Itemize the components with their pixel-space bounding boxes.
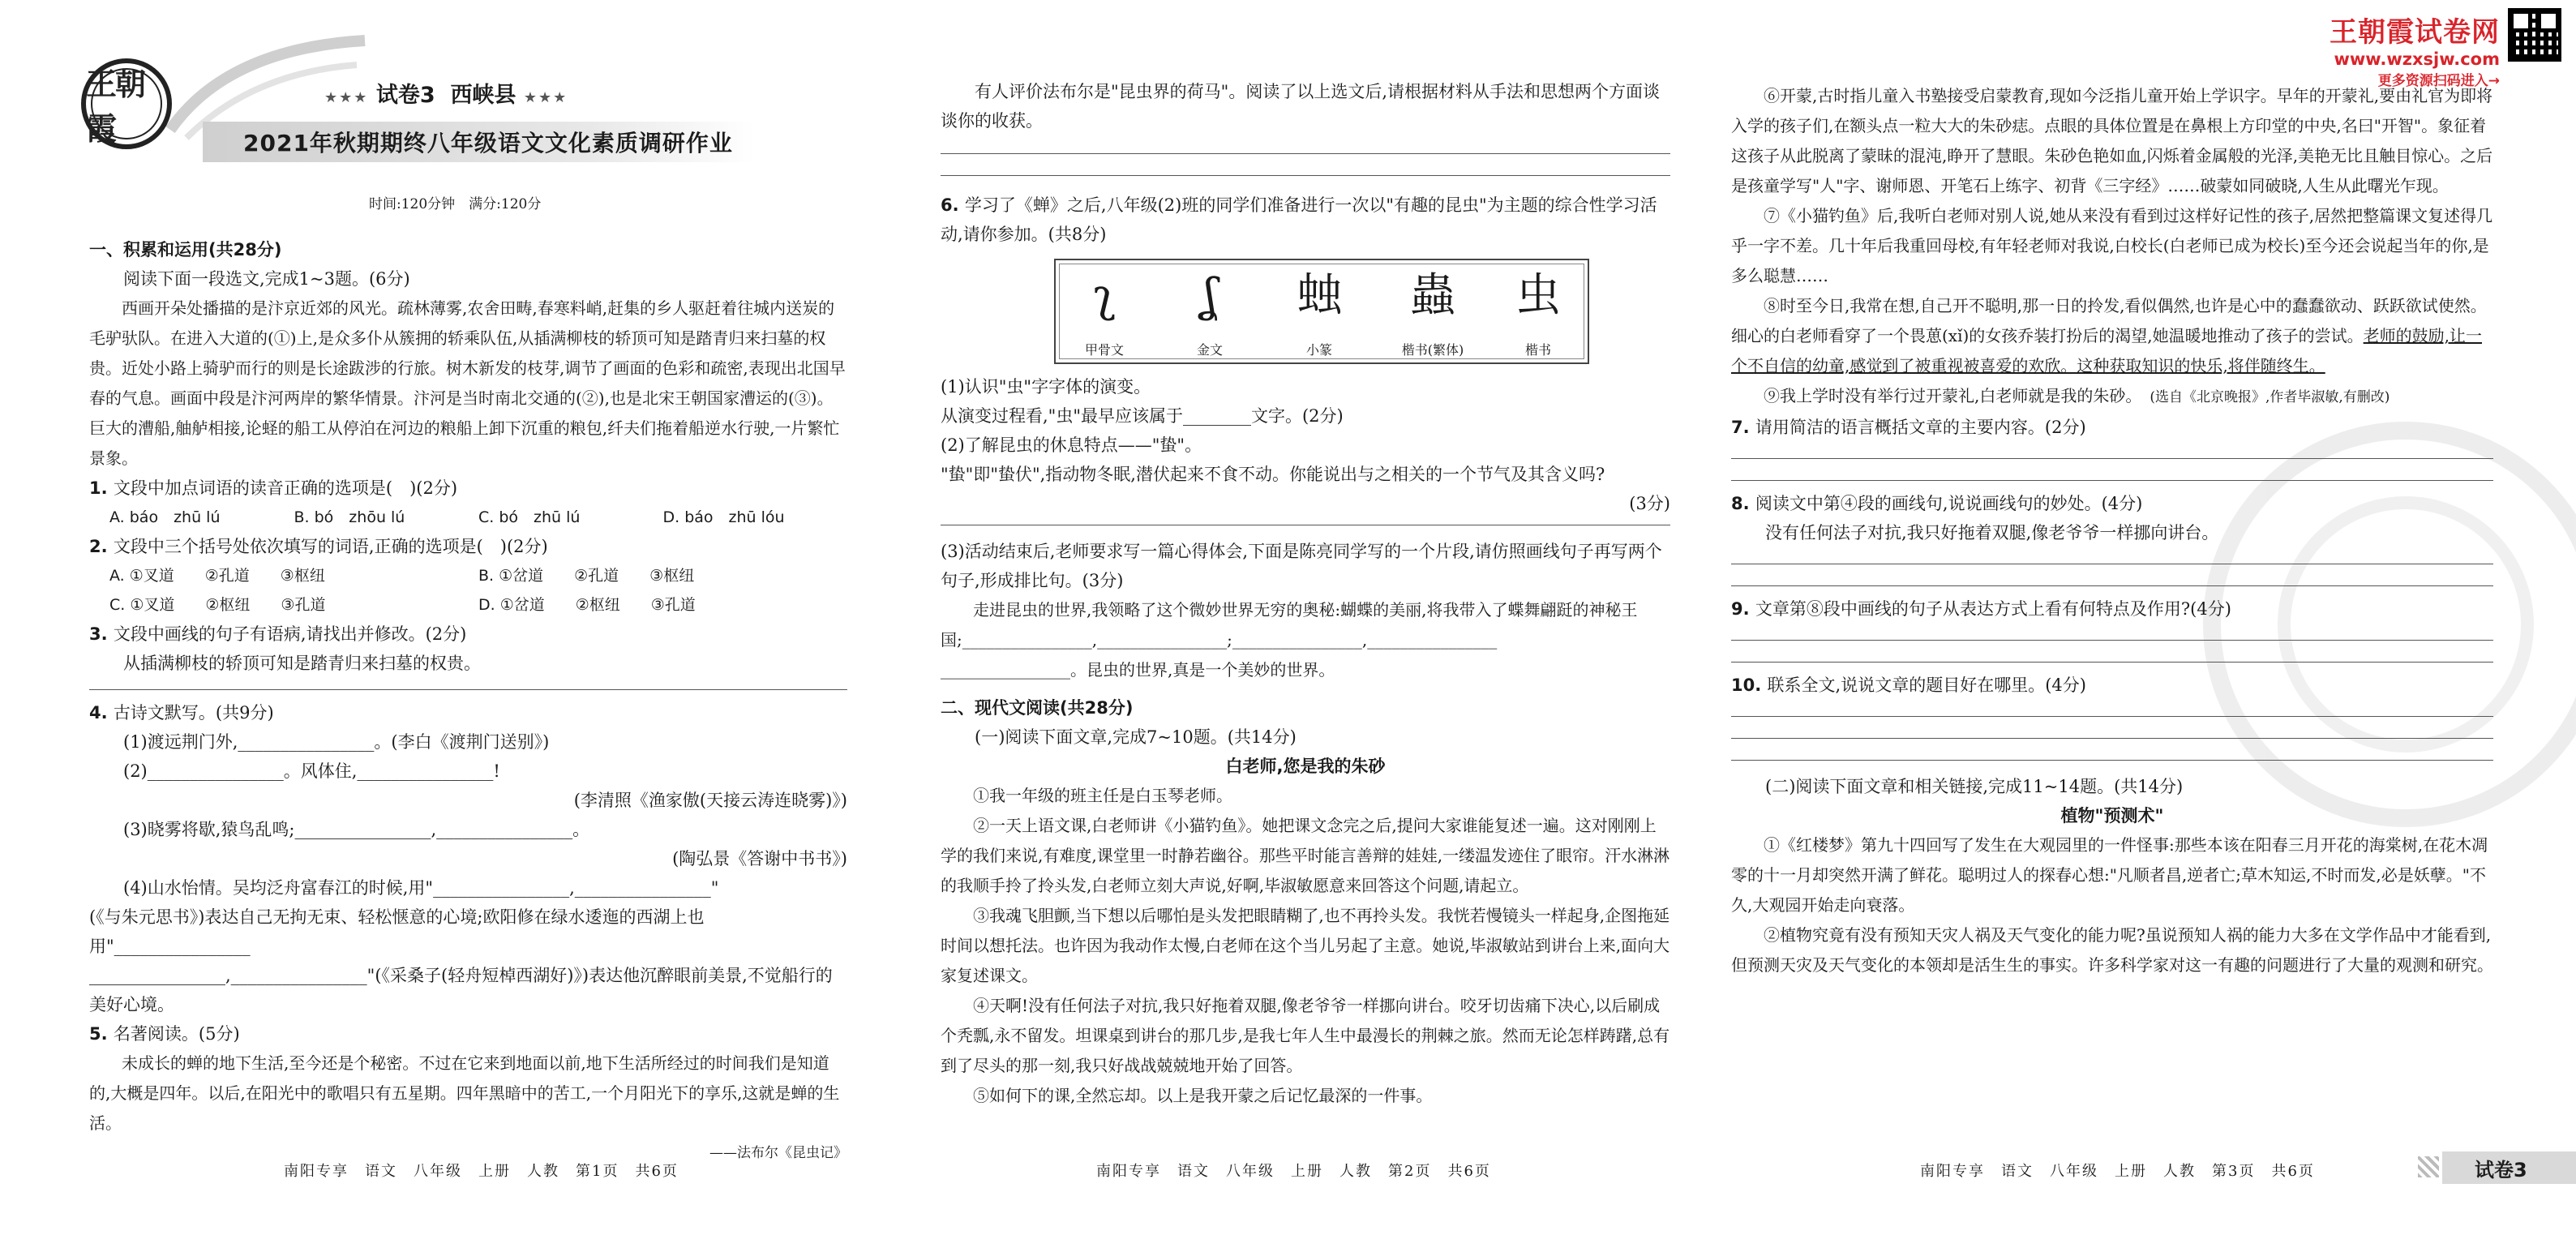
q6-part2-score: (3分) — [1629, 494, 1670, 513]
poem-2-source: (李清照《渔家傲(天接云涛连晓雾)》) — [573, 791, 847, 810]
q5-passage: 未成长的蝉的地下生活,至今还是个秘密。不过在它来到地面以前,地下生活所经过的时间我们是知道的,大概是四年。以后,在阳光中的歌唱只有五星期。四年黑暗中的苦工,一个月阳光下的享乐,这就是蝉的生活。 — [89, 1053, 840, 1133]
answer-line[interactable] — [1731, 480, 2493, 481]
poem-3-source: (陶弘景《答谢中书书》) — [672, 849, 847, 868]
paragraph-2: ②一天上语文课,白老师讲《小猫钓鱼》。她把课文念完之后,提问大家谁能复述一遍。这对刚刚上学的我们来说,有难度,课堂里一时静若幽谷。那些平时能言善辩的娃娃,一缕温发迹住了眼帘。汗水淋淋的我顺手拎了拎头发,白老师立刻大声说,好啊,毕淑敏愿意来回答这个问题,请起立。 — [941, 816, 1670, 895]
answer-line[interactable] — [1731, 716, 2493, 717]
q6-part1: (1)认识"虫"字字体的演变。 — [941, 377, 1151, 397]
answer-line[interactable] — [1731, 458, 2493, 459]
brand-name: 王朝霞试卷网 — [2330, 16, 2500, 49]
poem-3: (3)晓雾将歇,猿鸟乱鸣;________________,________________。 — [123, 820, 590, 839]
page-2-column — [941, 77, 1670, 1111]
answer-line[interactable] — [89, 689, 847, 690]
poem-1: (1)渡远荆门外,________________。(李白《渡荆门送别》) — [123, 732, 550, 752]
question-5: 5. 名著阅读。(5分) — [89, 1024, 240, 1044]
county-name: 西峡县 — [450, 83, 516, 108]
q6-part3-passage-b: ________________。昆虫的世界,真是一个美妙的世界。 — [941, 660, 1335, 680]
answer-line[interactable] — [941, 153, 1670, 154]
paragraph-3: ③我魂飞胆颤,当下想以后哪怕是头发把眼睛糊了,也不再拎头发。我恍若慢镜头一样起身,企图拖延时间以想托法。也许因为我动作太慢,白老师在这个当儿另起了主意。她说,毕淑敏站到讲台上来,面向大家复述课文。 — [941, 906, 1670, 985]
brand-url[interactable]: www.wzxsjw.com — [2334, 49, 2500, 69]
exam-title-banner — [203, 122, 754, 162]
page-1-footer: 南阳专享 语文 八年级 上册 人教 第1页 共6页 — [284, 1163, 679, 1180]
glyph-oracle: ʅ — [1093, 269, 1116, 322]
subsection-heading: (二)阅读下面文章和相关链接,完成11~14题。(共14分) — [1765, 777, 2184, 796]
answer-line[interactable] — [1731, 585, 2493, 586]
brand-tip: 更多资源扫码进入→ — [2377, 73, 2500, 89]
question-9: 9. 文章第⑧段中画线的句子从表达方式上看有何特点及作用?(4分) — [1731, 599, 2231, 619]
question-4: 4. 古诗文默写。(共9分) — [89, 703, 274, 723]
glyph-label: 金文 — [1196, 342, 1223, 358]
question-3-sentence: 从插满柳枝的轿顶可知是踏青归来扫墓的权贵。 — [123, 654, 481, 673]
question-1-options — [89, 503, 847, 532]
poem-4c: ________________,________________"(《采桑子(轻舟短棹西湖好)》)表达他沉醉眼前美景,不觉船行的美好心境。 — [89, 966, 833, 1014]
paragraph-9: ⑨我上学时没有举行过开蒙礼,白老师就是我的朱砂。 (选自《北京晚报》,作者毕淑敏,有删改) — [1764, 386, 2390, 405]
q6-part3: (3)活动结束后,老师要求写一篇心得体会,下面是陈亮同学写的一个片段,请仿照画线句子再写两个句子,形成排比句。(3分) — [941, 542, 1662, 590]
page-3-footer: 南阳专享 语文 八年级 上册 人教 第3页 共6页 — [1920, 1163, 2315, 1180]
option-c[interactable]: C. ①叉道 ②枢纽 ③孔道 — [109, 596, 326, 614]
glyph-label: 甲骨文 — [1084, 342, 1124, 358]
question-6: 6. 学习了《蝉》之后,八年级(2)班的同学们准备进行一次以"有趣的昆虫"为主题的综合性学习活动,请你参加。(共8分) — [941, 195, 1657, 244]
answer-line[interactable] — [1731, 640, 2493, 641]
option-a[interactable]: A. báo zhū lú — [109, 508, 221, 526]
subsection-heading: (一)阅读下面文章,完成7~10题。(共14分) — [975, 727, 1297, 747]
reading-passage: 西画开朵处播描的是汴京近郊的风光。疏林薄雾,农舍田畴,春寒料峭,赶集的乡人驱赶着往城内送炭的毛驴驮队。在进入大道的(①)上,是众多仆从簇拥的轿乘队伍,从插满柳枝的轿顶可知是踏青归来扫墓的权贵。近处小路上骑驴而行的则是长途跋涉的行旅。树木新发的枝芽,调节了画面的色彩和疏密,表现出北国早春的气息。画面中段是汴河两岸的繁华情景。汴河是当时南北交通的(②),也是北宋王朝国家漕运的(③)。巨大的漕船,舳舻相接,论蛏的船工从停泊在河边的粮船上卸下沉重的粮包,纤夫们拖着船逆水行驶,一片繁忙景象。 — [89, 298, 846, 468]
poem-4b: (《与朱元思书》)表达自己无拘无束、轻松惬意的心境;欧阳修在绿水逶迤的西湖上也用"________________ — [89, 907, 705, 956]
section-heading: 二、现代文阅读(共28分) — [941, 698, 1134, 718]
glyph-bronze: ʆ — [1202, 269, 1218, 322]
question-2: 2. 文段中三个括号处依次填写的词语,正确的选项是( )(2分) — [89, 537, 548, 556]
answer-line[interactable] — [1731, 738, 2493, 739]
question-1: 1. 文段中加点词语的读音正确的选项是( )(2分) — [89, 478, 458, 498]
paper-title — [324, 77, 568, 109]
question-2-options-row2 — [89, 590, 847, 620]
underlined-sentence: 老师的鼓励,让一个不自信的幼童,感觉到了被重视被喜爱的欢欣。这种获取知识的快乐,将伴随终生。 — [1731, 326, 2482, 375]
poem-2: (2)________________。风体住,________________! — [123, 761, 500, 781]
question-8-sentence: 没有任何法子对抗,我只好拖着双腿,像老爷爷一样挪向讲台。 — [1765, 523, 2219, 542]
option-d[interactable]: D. báo zhū lóu — [662, 508, 785, 526]
paragraph-6: ⑥开蒙,古时指儿童入书塾接受启蒙教育,现如今泛指儿童开始上学识字。早年的开蒙礼,要由礼官为即将入学的孩子们,在额头点一粒大大的朱砂痣。点眼的具体位置是在鼻根上方印堂的中央,名曰"开智"。象征着这孩子从此脱离了蒙昧的混沌,睁开了慧眼。朱砂色艳如血,闪烁着金属般的光泽,美艳无比且触目惊心。之后是孩童学写"人"字、谢师恩、开笔石上练字、初背《三字经》……破蒙如同破晓,人生从此曙光乍现。 — [1731, 86, 2493, 195]
article-2-paragraph-1: ①《红楼梦》第九十四回写了发生在大观园里的一件怪事:那些本该在阳春三月开花的海棠树,在花木凋零的十一月却突然开满了鲜花。聪明过人的探春心想:"凡顺者昌,逆者亡;草木知运,不时而发,必是妖孽。"不久,大观园开始走向衰落。 — [1731, 835, 2488, 915]
option-a[interactable]: A. ①叉道 ②孔道 ③枢纽 — [109, 567, 325, 585]
glyph-traditional: 蟲 — [1410, 269, 1455, 322]
page-3-column — [1731, 81, 2493, 980]
q5-continuation: 有人评价法布尔是"昆虫界的荷马"。阅读了以上选文后,请根据材料从手法和思想两个方面谈谈你的收获。 — [941, 82, 1660, 131]
q6-part2: (2)了解昆虫的休息特点——"蛰"。 — [941, 435, 1202, 455]
paper-number: 试卷3 — [375, 83, 435, 108]
qr-code-icon[interactable] — [2508, 8, 2561, 62]
reading-intro: 阅读下面一段选文,完成1~3题。(6分) — [123, 269, 410, 289]
paragraph-1: ①我一年级的班主任是白玉琴老师。 — [973, 786, 1232, 805]
brand-block[interactable] — [2330, 10, 2500, 89]
star-decoration: ★★★ — [523, 89, 568, 106]
glyph-label: 楷书(繁体) — [1401, 342, 1464, 358]
section-heading: 一、积累和运用(共28分) — [89, 240, 282, 259]
glyph-seal: 䖵 — [1297, 269, 1342, 322]
star-decoration: ★★★ — [324, 89, 369, 106]
q6-part3-passage-a: 走进昆虫的世界,我领略了这个微妙世界无穷的奥秘:蝴蝶的美丽,将我带入了蝶舞翩跹的神秘王国;________________,________________;________________,________________ — [941, 600, 1638, 650]
q6-part2-question: "蛰"即"蛰伏",指动物冬眠,潜伏起来不食不动。你能说出与之相关的一个节气及其含义吗? — [941, 465, 1605, 484]
answer-line[interactable] — [1731, 662, 2493, 663]
paragraph-8: ⑧时至今日,我常在想,自己开不聪明,那一日的拎发,看似偶然,也许是心中的蠢蠢欲动、跃跃欲试使然。细心的白老师看穿了一个畏葸(xǐ)的女孩乔装打扮后的渴望,她温暖地推动了孩子的尝试。老师的鼓励,让一个不自信的幼童,感觉到了被重视被喜爱的欢欣。这种获取知识的快乐,将伴随终生。 — [1731, 296, 2487, 375]
exam-meta: 时间:120分钟 满分:120分 — [369, 196, 542, 212]
question-7: 7. 请用简洁的语言概括文章的主要内容。(2分) — [1731, 418, 2086, 437]
question-8: 8. 阅读文中第④段的画线句,说说画线句的妙处。(4分) — [1731, 494, 2143, 513]
glyph-label: 楷书 — [1524, 342, 1551, 358]
question-2-options-row1 — [89, 561, 847, 590]
answer-line[interactable] — [941, 175, 1670, 176]
option-b[interactable]: B. ①岔道 ②孔道 ③枢纽 — [478, 567, 695, 585]
poem-4a: (4)山水怡情。吴均泛舟富春江的时候,用"________________,________________" — [123, 878, 719, 898]
glyph-label: 小篆 — [1305, 342, 1332, 358]
article-2-paragraph-2: ②植物究竟有没有预知天灾人祸及天气变化的能力呢?虽说预知人祸的能力大多在文学作品中才能看到,但预测天灾及天气变化的本领却是活生生的事实。许多科学家对这一有趣的问题进行了大量的观测和研究。 — [1731, 925, 2493, 975]
q6-part1-question: 从演变过程看,"虫"最早应该属于________文字。(2分) — [941, 406, 1344, 426]
answer-line[interactable] — [1731, 760, 2493, 761]
question-3: 3. 文段中画线的句子有语病,请找出并修改。(2分) — [89, 624, 467, 644]
option-d[interactable]: D. ①岔道 ②枢纽 ③孔道 — [478, 596, 696, 614]
glyph-simplified: 虫 — [1515, 269, 1561, 322]
q5-source: ——法布尔《昆虫记》 — [709, 1145, 847, 1161]
character-evolution-figure — [1054, 259, 1589, 364]
paragraph-4: ④天啊!没有任何法子对抗,我只好拖着双腿,像老爷爷一样挪向讲台。咬牙切齿痛下决心,以后刷成个秃瓢,永不留发。坦课桌到讲台的那几步,是我七年人生中最漫长的荆棘之旅。然而无论怎样踌躇,总有到了尽头的那一刻,我只好战战兢兢地开始了回答。 — [941, 996, 1670, 1075]
page-tag: 试卷3 — [2442, 1151, 2576, 1184]
page-2-footer: 南阳专享 语文 八年级 上册 人教 第2页 共6页 — [1096, 1163, 1491, 1180]
article-title: 白老师,您是我的朱砂 — [1225, 757, 1386, 776]
paragraph-9-source: (选自《北京晚报》,作者毕淑敏,有删改) — [2150, 389, 2390, 405]
paragraph-5: ⑤如何下的课,全然忘却。以上是我开蒙之后记忆最深的一件事。 — [973, 1086, 1433, 1105]
option-c[interactable]: C. bó zhū lú — [478, 508, 581, 526]
article-2-title: 植物"预测术" — [2060, 806, 2164, 825]
page-1-column — [89, 235, 847, 1168]
paragraph-7: ⑦《小猫钓鱼》后,我听白老师对别人说,她从来没有看到过这样好记性的孩子,居然把整篇课文复述得几乎一字不差。几十年后我重回母校,有年轻老师对我说,白校长(白老师已成为校长)至今还会说起当年的你,是多么聪慧…… — [1731, 206, 2493, 285]
option-b[interactable]: B. bó zhōu lú — [294, 508, 405, 526]
brand-logo: 王朝霞 — [81, 58, 172, 149]
question-10: 10. 联系全文,说说文章的题目好在哪里。(4分) — [1731, 675, 2086, 695]
exam-title: 2021年秋期期终八年级语文文化素质调研作业 — [243, 130, 733, 157]
